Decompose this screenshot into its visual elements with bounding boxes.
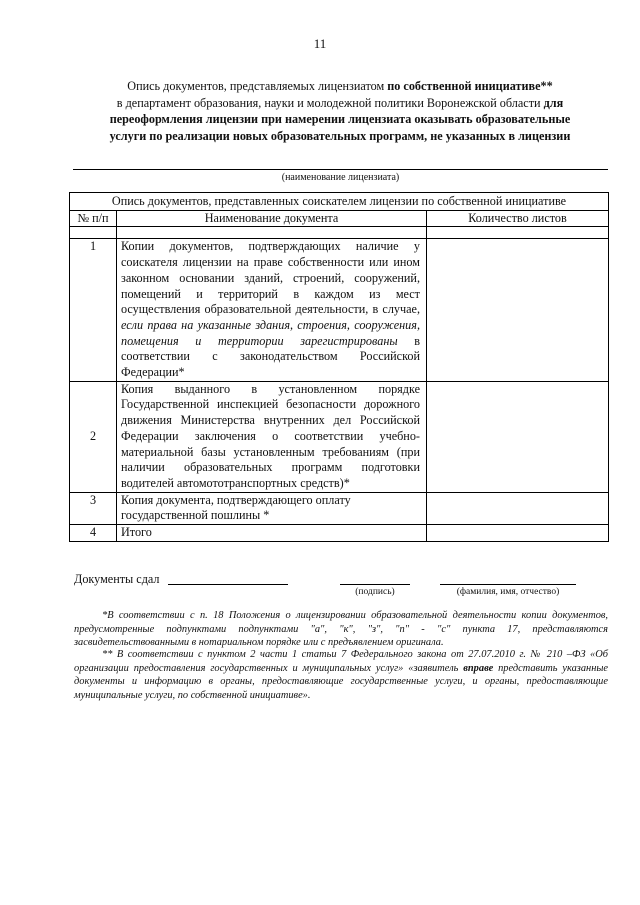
row-num: 3 xyxy=(70,492,117,524)
row-name-text: Копии документов, подтверждающих наличие у соискателя лицензии на праве собственности или ином законном основании зданий, строений, сооружений, помещений и территорий в каждом из мест осуществления образовательной деятельности, в случае, xyxy=(121,239,420,317)
title-line2-bold: для xyxy=(543,95,564,110)
row-sheets-cell[interactable] xyxy=(427,239,609,381)
footnote-2-bold: вправе xyxy=(463,662,494,674)
table-header-row xyxy=(70,210,609,227)
row-num: 1 xyxy=(70,239,117,381)
blank-cell xyxy=(70,227,117,239)
footnote-2 xyxy=(74,648,608,702)
documents-table xyxy=(69,192,609,542)
header-num: № п/п xyxy=(70,210,117,227)
footnote-1: *В соответствии с п. 18 Положения о лицензировании образовательной деятельности копии документов, предусмотренные подпунктами подпунктами "а", "к", "з", "п" - "с" пункта 17, представляются засвидетельствованными в нотариальном порядке или с предъявлением оригинала. xyxy=(74,610,608,649)
table-caption: Опись документов, представленных соискателем лицензии по собственной инициативе xyxy=(70,193,609,211)
submitter-field[interactable] xyxy=(168,584,288,585)
title-line1-bold: по собственной инициативе** xyxy=(387,79,553,93)
blank-cell xyxy=(117,227,427,239)
title-line3-bold: переоформления лицензии при намерении лицензиата оказывать образовательные xyxy=(109,112,571,126)
title-line4-bold: услуги по реализации новых образовательных программ, не указанных в лицензии xyxy=(109,128,571,143)
page-number: 11 xyxy=(313,36,327,51)
licensee-caption: (наименование лицензиата) xyxy=(281,172,400,183)
document-title xyxy=(70,78,610,144)
header-name: Наименование документа xyxy=(117,210,427,227)
table-row xyxy=(70,239,609,381)
title-line2-text: в департамент образования, науки и молодежной политики Воронежской области xyxy=(116,95,544,110)
row-name: Итого xyxy=(117,525,427,542)
row-name: Копия выданного в установленном порядке Государственной инспекцией безопасности дорожного движения Министерства внутренних дел Российской Федерации заключения о соответствии учебно-материальной базы установленным требованиям (при наличии образовательных программ подготовки водителей автомототранспортных средств)* xyxy=(117,381,427,492)
row-num: 4 xyxy=(70,525,117,542)
row-name xyxy=(117,239,427,381)
signature-caption: (подпись) xyxy=(355,587,395,597)
table-row xyxy=(70,525,609,542)
signature-field[interactable] xyxy=(340,584,410,585)
row-num: 2 xyxy=(70,381,117,492)
title-line1-text: Опись документов, представляемых лицензиатом xyxy=(127,79,388,93)
full-name-field[interactable] xyxy=(440,584,576,585)
table-row xyxy=(70,381,609,492)
footnote-2-text: ** В соответствии с пунктом 2 части 1 статьи 7 Федерального закона от 27.07.2010 г. № 210 –ФЗ «Об организации предоставления государственных и муниципальных услуг» «заявитель xyxy=(74,649,608,674)
table-caption-row xyxy=(70,193,609,211)
footnote-2-text-end: представить указанные документы и информацию в органы, предоставляющие государственные услуги, и органы, предоставляющие муниципальные услуги, по собственной инициативе». xyxy=(74,662,609,701)
blank-cell xyxy=(427,227,609,239)
documents-submitted-label: Документы сдал xyxy=(74,572,160,586)
row-sheets-cell[interactable] xyxy=(427,525,609,542)
row-name: Копия документа, подтверждающего оплату государственной пошлины * xyxy=(117,492,427,524)
header-sheets: Количество листов xyxy=(427,210,609,227)
row-sheets-cell[interactable] xyxy=(427,381,609,492)
table-row xyxy=(70,492,609,524)
full-name-caption: (фамилия, имя, отчество) xyxy=(456,587,560,597)
row-sheets-cell[interactable] xyxy=(427,492,609,524)
row-name-text-end: в соответствии с законодательством Российской Федерации* xyxy=(121,333,420,380)
table-blank-row xyxy=(70,227,609,239)
licensee-name-field[interactable] xyxy=(73,169,608,170)
row-name-italic: если права на указанные здания, строения, сооружения, помещения и территории зарегистрированы xyxy=(121,317,420,348)
